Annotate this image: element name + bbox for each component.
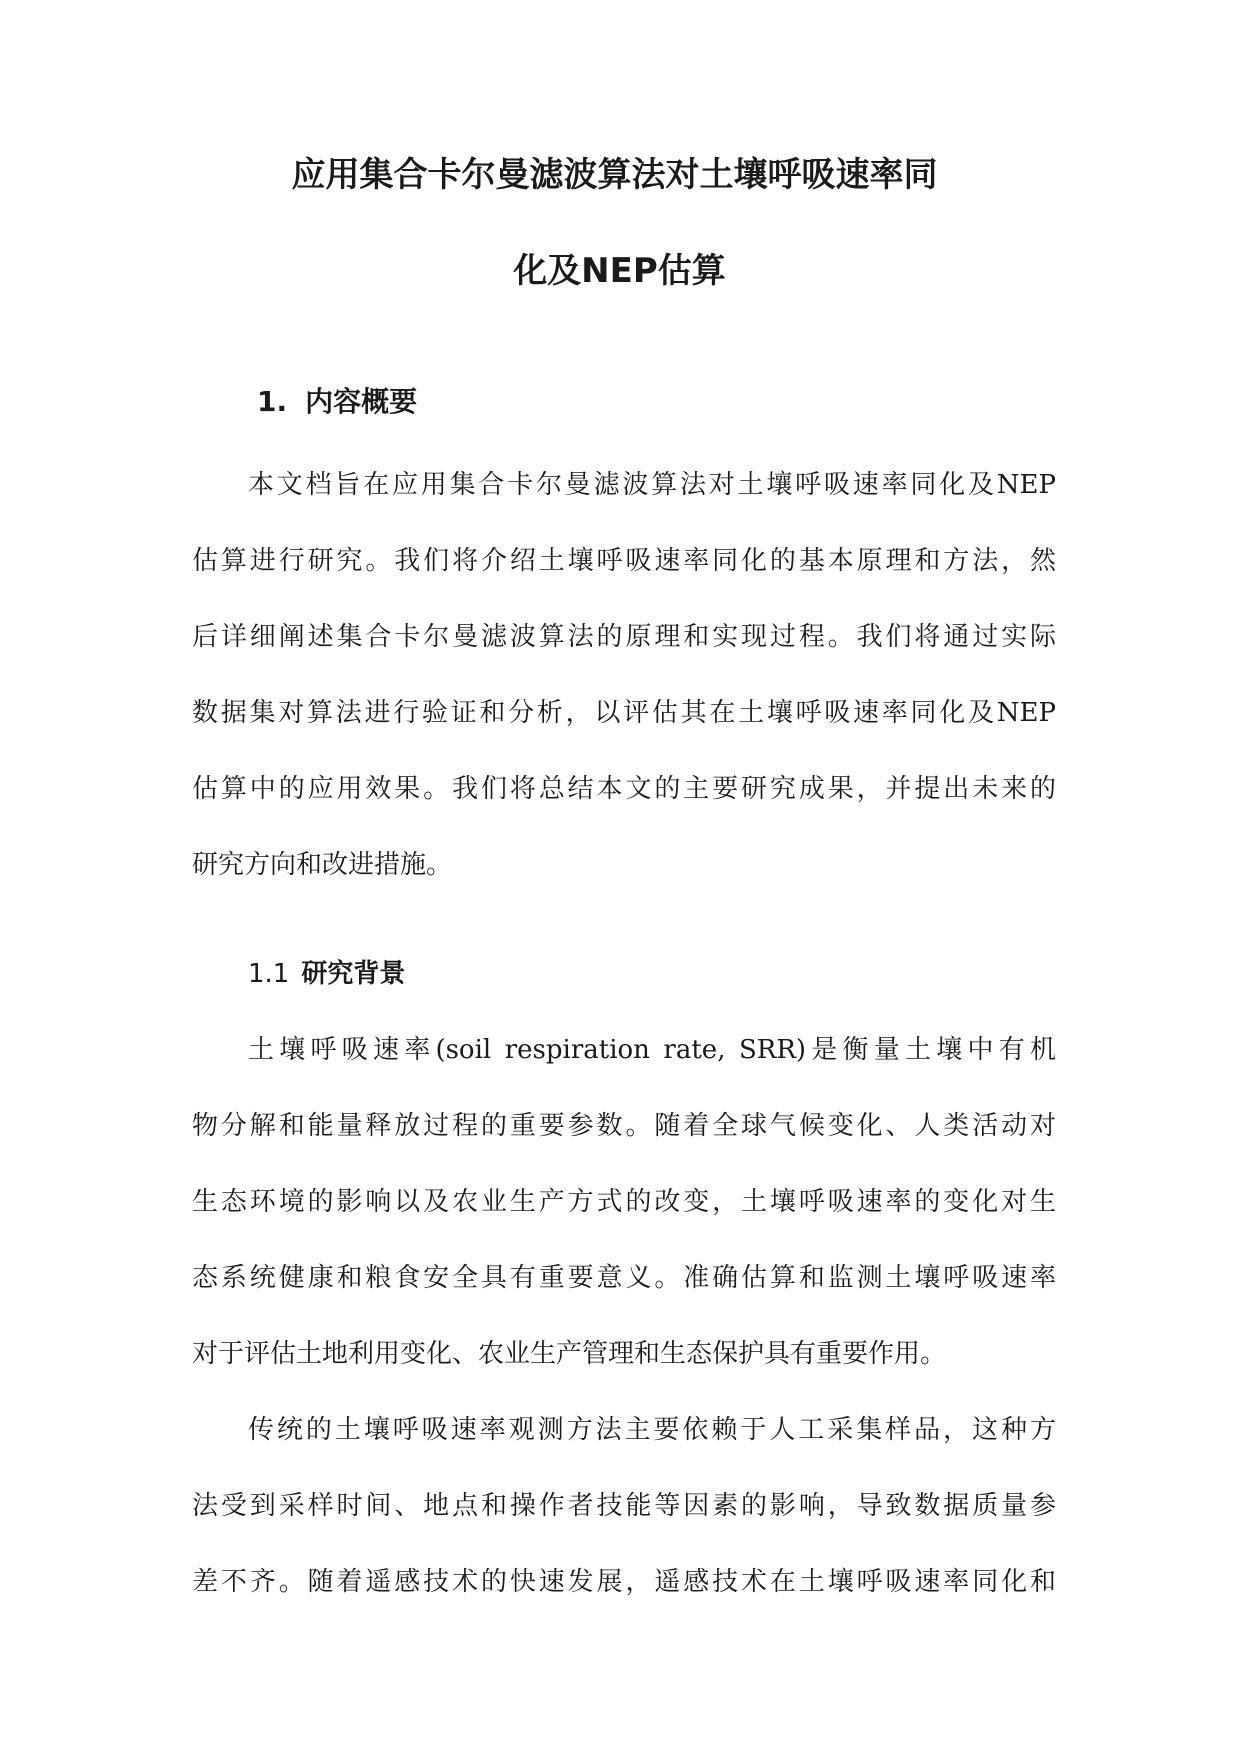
document-title-line-2: 化及NEP估算 <box>513 251 726 291</box>
paragraph-line: 法受到采样时间、地点和操作者技能等因素的影响，导致数据质量参 <box>192 1491 1056 1521</box>
paragraph-line: 估算中的应用效果。我们将总结本文的主要研究成果，并提出未来的 <box>192 774 1056 804</box>
paragraph-line: 数据集对算法进行验证和分析，以评估其在土壤呼吸速率同化及NEP <box>192 698 1056 728</box>
subsection-title: 研究背景 <box>301 959 406 989</box>
paragraph-line: 估算进行研究。我们将介绍土壤呼吸速率同化的基本原理和方法，然 <box>192 546 1056 576</box>
paragraph-line: 生态环境的影响以及农业生产方式的改变，土壤呼吸速率的变化对生 <box>192 1187 1056 1217</box>
paragraph-line: 土壤呼吸速率(soil respiration rate, SRR)是衡量土壤中有机 <box>248 1035 1056 1065</box>
paragraph-line: 物分解和能量释放过程的重要参数。随着全球气候变化、人类活动对 <box>192 1111 1056 1141</box>
paragraph-line: 后详细阐述集合卡尔曼滤波算法的原理和实现过程。我们将通过实际 <box>192 622 1056 652</box>
document-title-line-1: 应用集合卡尔曼滤波算法对土壤呼吸速率同 <box>291 155 938 195</box>
section-heading <box>257 385 417 419</box>
paragraph-line: 传统的土壤呼吸速率观测方法主要依赖于人工采集样品，这种方 <box>248 1415 1056 1445</box>
subsection-heading <box>248 958 405 990</box>
subsection-number: 1.1 <box>248 959 290 989</box>
paragraph-line: 研究方向和改进措施。 <box>192 850 453 880</box>
section-title: 内容概要 <box>305 385 418 418</box>
paragraph-line: 态系统健康和粮食安全具有重要意义。准确估算和监测土壤呼吸速率 <box>192 1263 1056 1293</box>
paragraph-line: 本文档旨在应用集合卡尔曼滤波算法对土壤呼吸速率同化及NEP <box>248 470 1056 500</box>
paragraph-line: 差不齐。随着遥感技术的快速发展，遥感技术在土壤呼吸速率同化和 <box>192 1567 1056 1597</box>
paragraph-line: 对于评估土地利用变化、农业生产管理和生态保护具有重要作用。 <box>192 1339 947 1369</box>
section-number: 1. <box>257 385 288 418</box>
